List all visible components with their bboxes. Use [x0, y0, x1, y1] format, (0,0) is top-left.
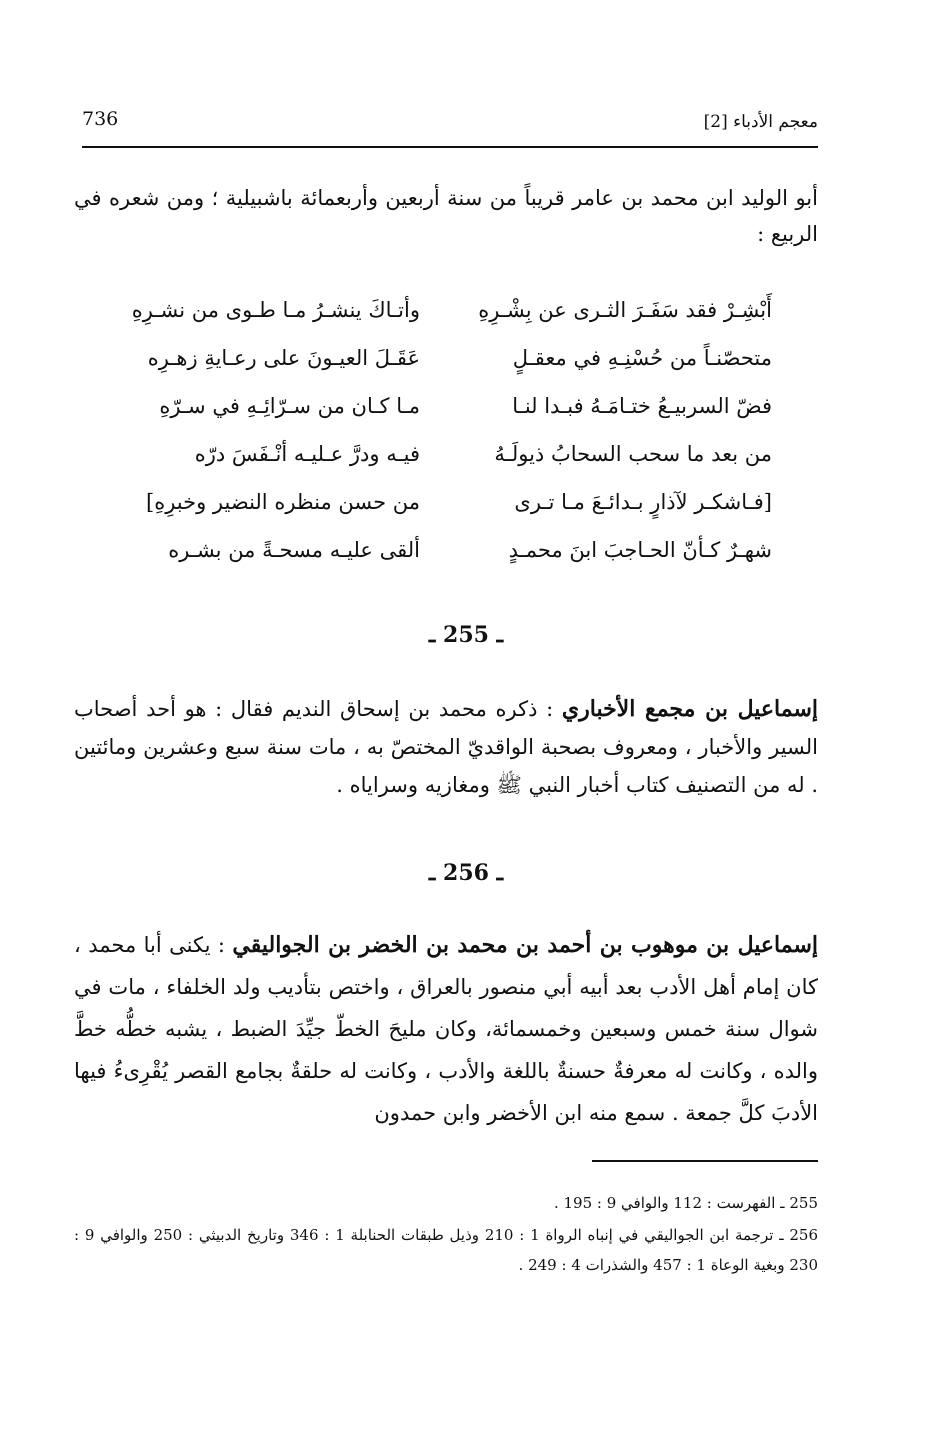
poem-line [74, 434, 818, 482]
poem-first-hemistich: متحصّنـاً من حُسْنِـهِ في معقـلٍ [512, 346, 772, 370]
poem-line [74, 338, 818, 386]
poem-second-hemistich: ألقى عليـه مسحـةً من بشـره [168, 538, 420, 562]
poem-line [74, 482, 818, 530]
entry-name: إسماعيل بن موهوب بن أحمد بن محمد بن الخضر بن الجواليقي [232, 932, 818, 958]
intro-paragraph: أبو الوليد ابن محمد بن عامر قريباً من سنة أربعين وأربعمائة باشبيلية ؛ ومن شعره في الربيع : [74, 186, 818, 246]
biography-entry [74, 690, 818, 804]
poem-second-hemistich: وأتـاكَ ينشـرُ مـا طـوى من نشـرِهِ [131, 298, 420, 322]
poem-second-hemistich: مـا كـان من سـرّائِـهِ في سـرّهِ [159, 394, 420, 418]
book-title: معجم الأدباء [2] [703, 112, 818, 132]
poem-second-hemistich: من حسن منظره النضير وخبرِهِ] [146, 490, 420, 514]
running-header [82, 108, 818, 140]
entry-name: إسماعيل بن مجمع الأخباري [561, 696, 818, 722]
poem-first-hemistich: شهـرٌ كـأنّ الحـاجبَ ابنَ محمـدٍ [508, 538, 772, 562]
biography-entry [74, 924, 818, 1134]
entry-number: ـ 255 ـ [428, 622, 504, 648]
footnote: 256 ـ ترجمة ابن الجواليقي في إنباه الرواة 1 : 210 وذيل طبقات الحنابلة 1 : 346 وتاريخ الدبيثي : 250 والوافي 9 : 230 وبغية الوعاة 1 : 457 والشذرات 4 : 249 . [74, 1226, 819, 1274]
footnote: 255 ـ الفهرست : 112 والوافي 9 : 195 . [553, 1194, 818, 1212]
header-rule [82, 146, 818, 148]
poem [74, 290, 818, 578]
footnote-rule [592, 1160, 818, 1162]
entry-body: : يكنى أبا محمد ، كان إمام أهل الأدب بعد أبيه أبي منصور بالعراق ، واختص بتأديب ولد الخلفاء ، مات في شوال سنة خمس وسبعين وخمسمائة، وكان مليحَ الخطّ جيِّدَ الضبط ، يشبه خطُّه خطَّ والده ، وكانت له معرفةٌ حسنةٌ باللغة والأدب ، وكانت له حلقةٌ بجامع القصر يُقْرِىءُ فيها الأدبَ كلَّ جمعة . سمع منه ابن الأخضر وابن حمدون [74, 933, 818, 1125]
poem-first-hemistich: [فـاشكـر لآذارٍ بـدائـعَ مـا تـرى [514, 490, 772, 514]
poem-second-hemistich: عَقَـلَ العيـونَ على رعـايةِ زهـرِه [147, 346, 420, 370]
poem-first-hemistich: أَبْشِـرْ فقد سَفَـرَ الثـرى عن بِشْـرِهِ [478, 298, 772, 322]
poem-second-hemistich: فيـه ودرَّ عـليـه أنْـفَسَ درّه [194, 442, 420, 466]
poem-first-hemistich: فضّ السربيـعُ ختـامَـهُ فبـدا لنـا [512, 394, 772, 418]
poem-line [74, 386, 818, 434]
footnotes [74, 1188, 818, 1282]
page-number: 736 [82, 108, 119, 130]
poem-line [74, 290, 818, 338]
poem-first-hemistich: من بعد ما سحب السحابُ ذيولَـهُ [494, 442, 772, 466]
entry-body: : ذكره محمد بن إسحاق النديم فقال : هو أحد أصحاب السير والأخبار ، ومعروف بصحبة الواقديّ المختصّ به ، مات سنة سبع وعشرين ومائتين . له من التصنيف كتاب أخبار النبي ﷺ ومغازيه وسراياه . [74, 697, 818, 797]
poem-line [74, 530, 818, 578]
entry-number: ـ 256 ـ [428, 860, 504, 886]
